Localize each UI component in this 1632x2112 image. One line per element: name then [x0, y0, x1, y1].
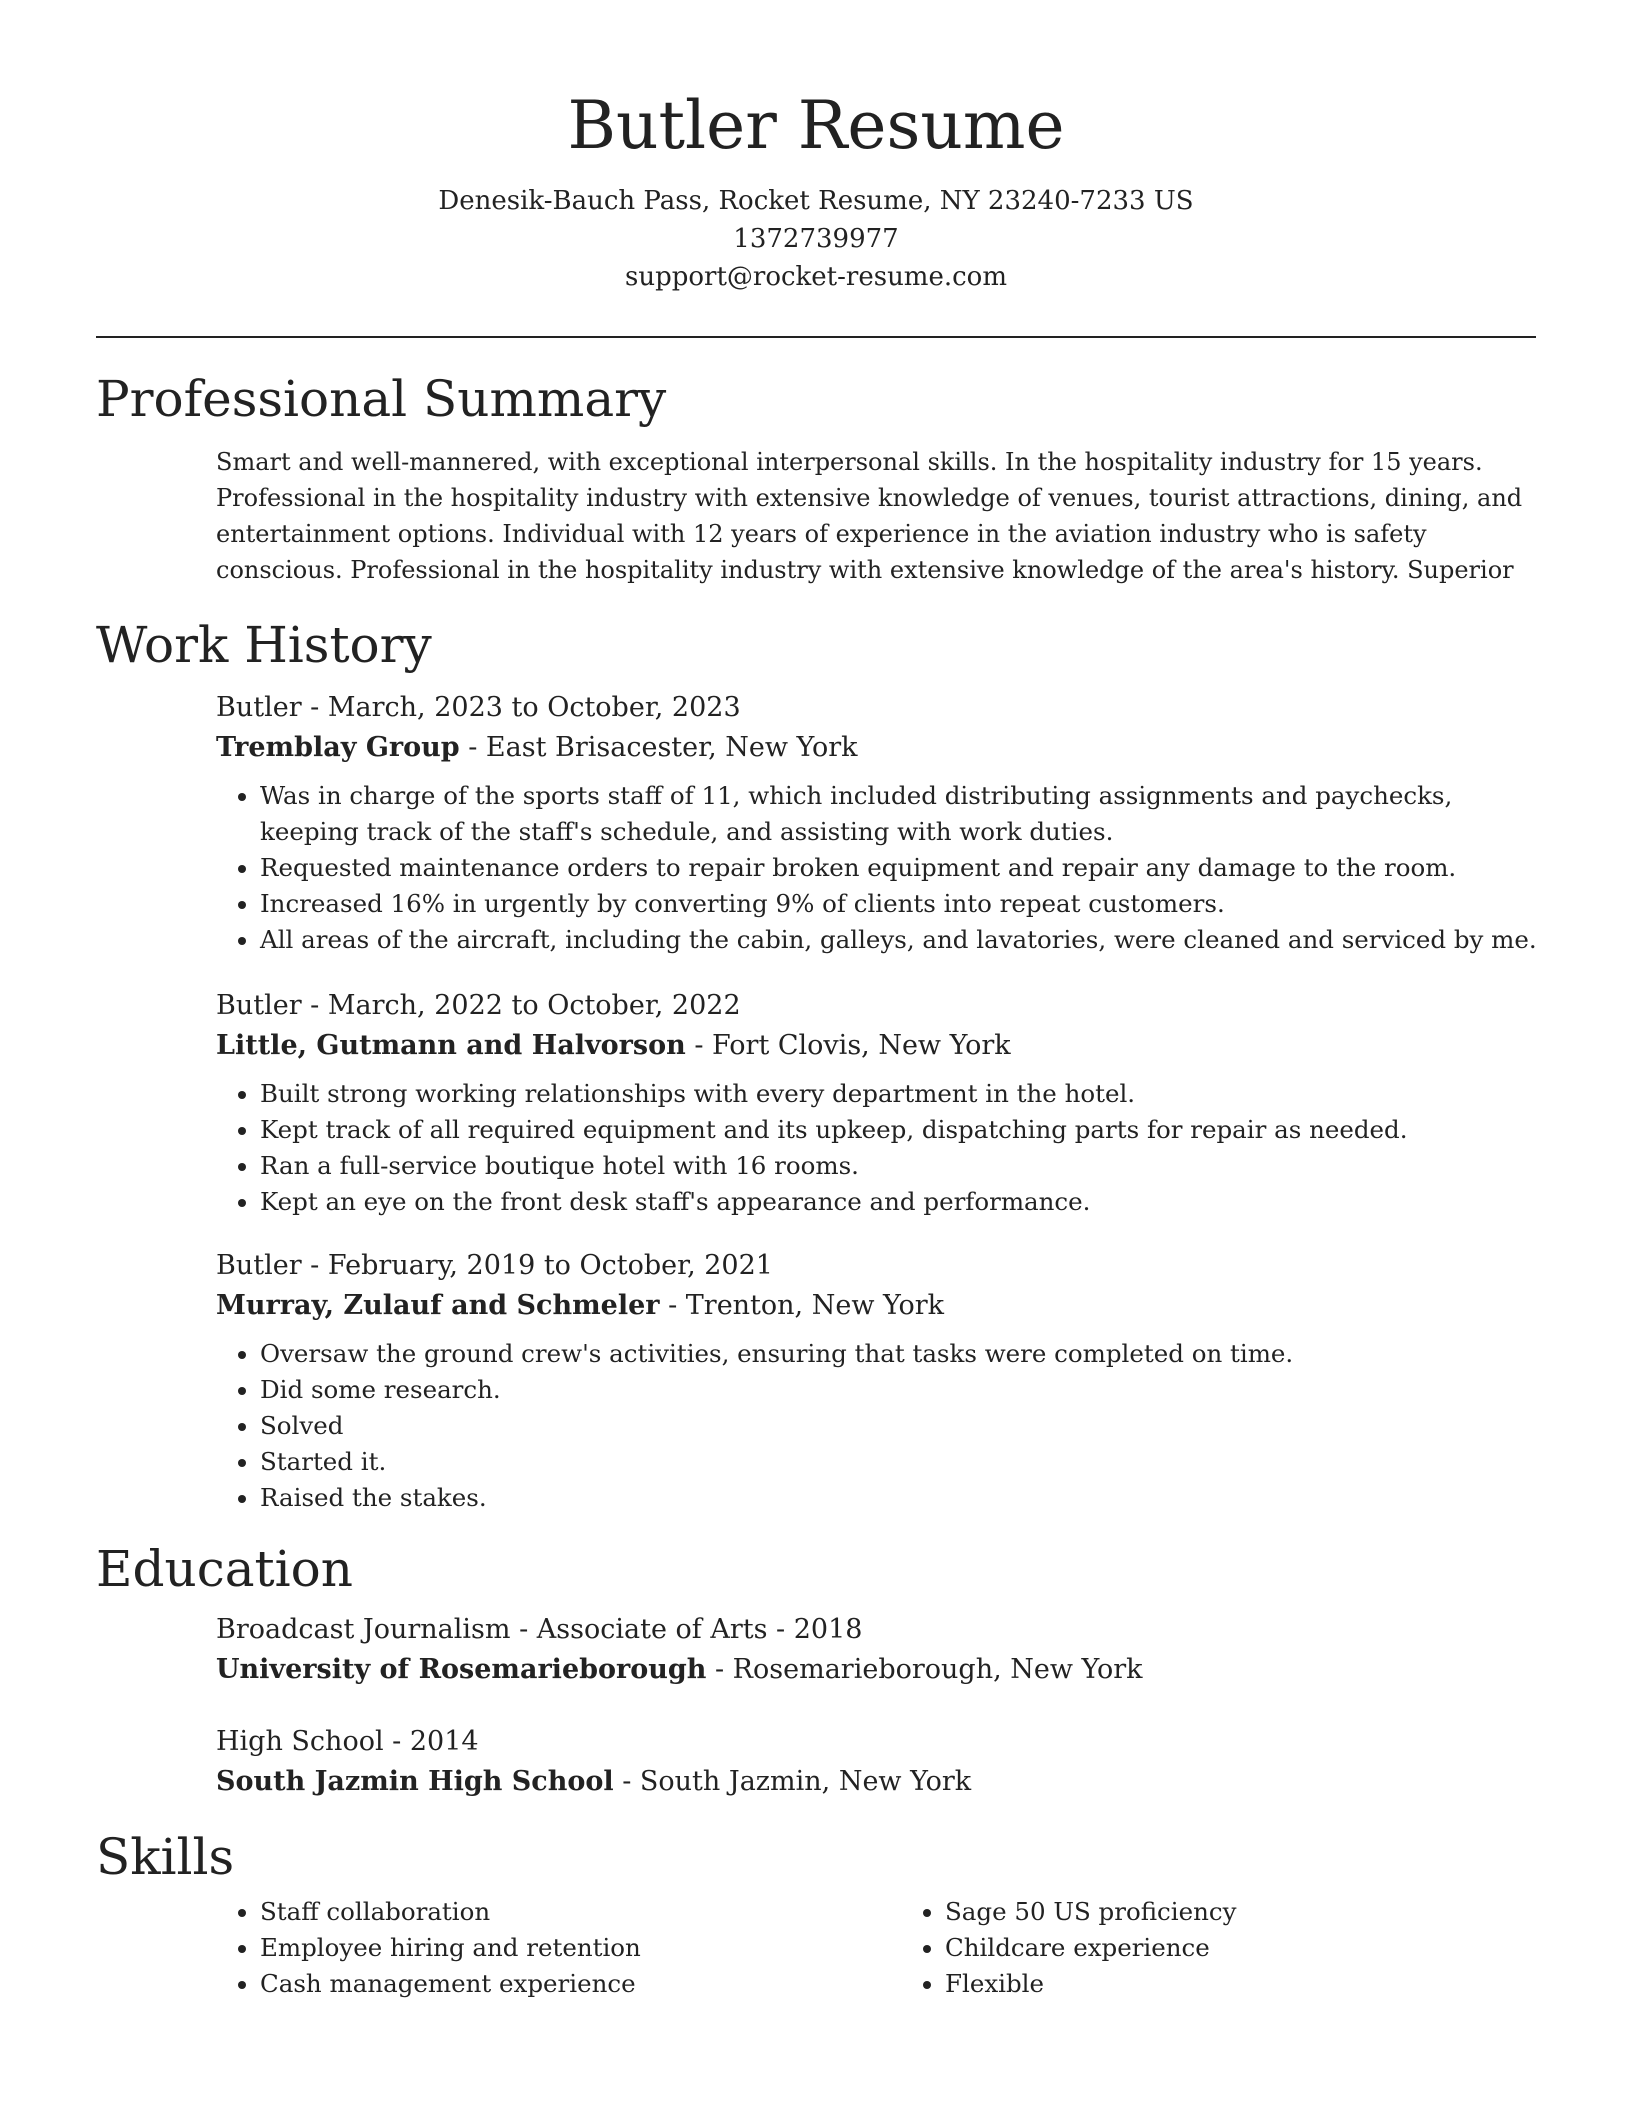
summary-text: Smart and well-mannered, with exceptional interpersonal skills. In the hospitality industry for 15 years. Professional in the hospitality industry with extensive knowledge of venues, tourist attractions, dining, and entertainment options. Individual with 12 years of experience in the aviation industry who is safety conscious. Professional in the hospitality industry with extensive knowledge of the area's history. Superior — [216, 448, 1523, 584]
skill-item: • Sage 50 US proficiency — [945, 1894, 1536, 1930]
education-location: - South Jazmin, New York — [613, 1766, 972, 1797]
skills-title: Skills — [96, 1828, 235, 1886]
education-location: - Rosemarieborough, New York — [706, 1654, 1143, 1685]
skill-item: • Cash management experience — [260, 1966, 851, 2002]
summary-section — [96, 368, 1536, 588]
resume-header — [96, 0, 1536, 296]
education-degree: Broadcast Journalism - Associate of Arts - 2018 — [216, 1614, 863, 1645]
job-bullet: • Increased 16% in urgently by converting 9% of clients into repeat customers. — [260, 886, 1550, 922]
resume-name: Butler Resume — [567, 87, 1065, 164]
job-employer — [216, 1026, 1632, 1066]
job-bullet: • Started it. — [260, 1444, 1550, 1480]
education-entry — [216, 1610, 1632, 1690]
job-bullet: • Was in charge of the sports staff of 11, which included distributing assignments and paychecks, keeping track of the staff's schedule, and assisting with work duties. — [260, 778, 1550, 850]
education-entry — [216, 1722, 1632, 1802]
skill-item: • Childcare experience — [945, 1930, 1536, 1966]
job-location: - Trenton, New York — [659, 1290, 945, 1321]
header-divider — [96, 336, 1536, 338]
summary-title: Professional Summary — [96, 370, 667, 428]
skill-item: • Employee hiring and retention — [260, 1930, 851, 1966]
job-heading: Butler - February, 2019 to October, 2021 — [216, 1250, 773, 1281]
job-location: - Fort Clovis, New York — [685, 1030, 1011, 1061]
contact-email: support@rocket-resume.com — [624, 262, 1007, 292]
education-title: Education — [96, 1540, 353, 1598]
skills-body — [216, 1888, 1632, 2002]
education-body — [216, 1610, 1632, 1802]
skills-section — [96, 1826, 1536, 2002]
skills-column-left — [216, 1894, 851, 2002]
job-entry — [216, 688, 1632, 958]
education-school-name: South Jazmin High School — [216, 1766, 614, 1797]
job-bullet: • Kept an eye on the front desk staff's appearance and performance. — [260, 1184, 1550, 1220]
job-bullet: • Kept track of all required equipment and its upkeep, dispatching parts for repair as needed. — [260, 1112, 1550, 1148]
job-bullet: • All areas of the aircraft, including the cabin, galleys, and lavatories, were cleaned and serviced by me. — [260, 922, 1550, 958]
work-history-body — [216, 688, 1632, 1516]
job-heading: Butler - March, 2022 to October, 2022 — [216, 990, 741, 1021]
job-bullet: • Raised the stakes. — [260, 1480, 1550, 1516]
education-section — [96, 1538, 1536, 1802]
work-history-title: Work History — [96, 616, 432, 674]
job-company: Tremblay Group — [216, 732, 460, 763]
skill-item: • Staff collaboration — [260, 1894, 851, 1930]
job-company: Murray, Zulauf and Schmeler — [216, 1290, 660, 1321]
contact-phone: 1372739977 — [733, 224, 899, 254]
skills-column-right — [901, 1894, 1536, 2002]
education-school — [216, 1650, 1632, 1690]
job-bullet: • Ran a full-service boutique hotel with 16 rooms. — [260, 1148, 1550, 1184]
education-school-name: University of Rosemarieborough — [216, 1654, 707, 1685]
job-entry — [216, 1246, 1632, 1516]
job-employer — [216, 728, 1632, 768]
skill-item: • Flexible — [945, 1966, 1536, 2002]
contact-address: Denesik-Bauch Pass, Rocket Resume, NY 23240-7233 US — [438, 186, 1194, 216]
job-employer — [216, 1286, 1632, 1326]
job-location: - East Brisacester, New York — [459, 732, 858, 763]
job-bullets — [216, 1336, 1550, 1516]
education-school — [216, 1762, 1632, 1802]
job-company: Little, Gutmann and Halvorson — [216, 1030, 686, 1061]
work-history-section — [96, 614, 1536, 1516]
job-bullets — [216, 778, 1550, 958]
job-bullet: • Built strong working relationships with every department in the hotel. — [260, 1076, 1550, 1112]
job-bullet: • Solved — [260, 1408, 1550, 1444]
summary-body — [216, 444, 1632, 588]
resume-page — [96, 0, 1536, 2002]
job-entry — [216, 986, 1632, 1220]
skills-grid — [216, 1888, 1536, 2002]
job-bullet: • Requested maintenance orders to repair broken equipment and repair any damage to the room. — [260, 850, 1550, 886]
education-degree: High School - 2014 — [216, 1726, 479, 1757]
job-heading: Butler - March, 2023 to October, 2023 — [216, 692, 741, 723]
job-bullets — [216, 1076, 1550, 1220]
job-bullet: • Did some research. — [260, 1372, 1550, 1408]
job-bullet: • Oversaw the ground crew's activities, ensuring that tasks were completed on time. — [260, 1336, 1550, 1372]
